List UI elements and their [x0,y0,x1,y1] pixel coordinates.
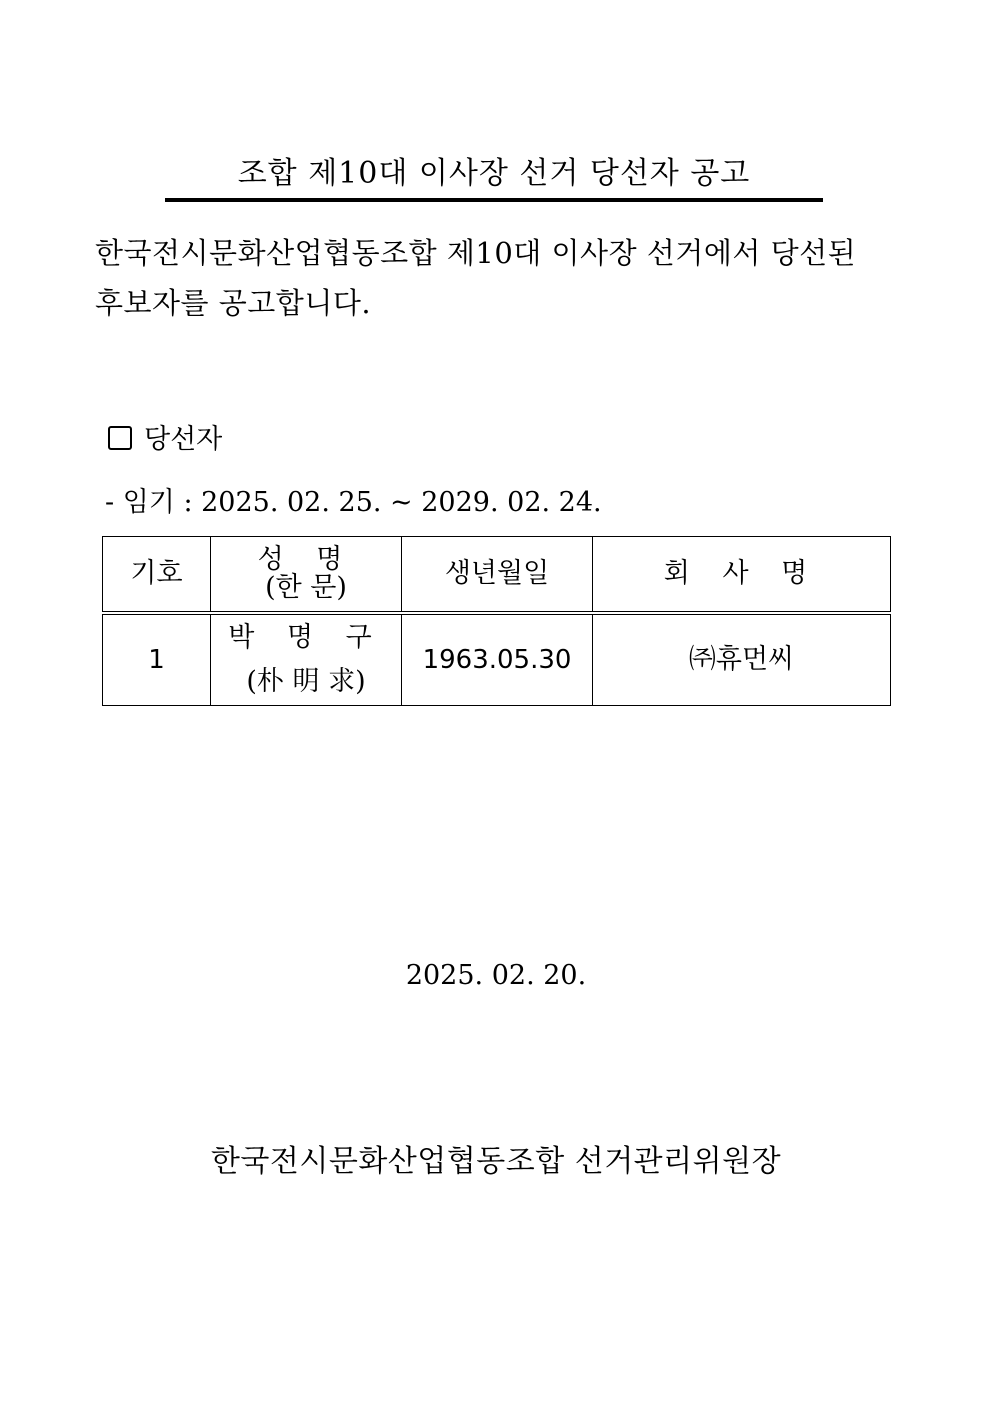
header-company: 회 사 명 [593,537,891,614]
cell-birthdate: 1963.05.30 [402,613,593,706]
header-birthdate: 생년월일 [402,537,593,614]
intro-line: 한국전시문화산업협동조합 제10대 이사장 선거에서 당선된 [95,236,857,270]
section-heading [108,420,222,460]
intro-line: 후보자를 공고합니다. [95,286,372,320]
term-of-office: - 임기 : 2025. 02. 25. ~ 2029. 02. 24. [105,487,602,518]
intro-paragraph [95,228,915,328]
square-bullet-icon [108,426,132,450]
cell-name-korean: 박 명 구 [228,622,384,653]
document-title: 조합 제10대 이사장 선거 당선자 공고 [165,150,823,202]
header-number: 기호 [103,537,211,614]
section-heading-label: 당선자 [144,424,223,455]
announcement-date: 2025. 02. 20. [405,960,587,991]
cell-name-hanja: (朴 明 求) [246,666,366,697]
winners-table [102,536,891,706]
header-name-sub: (한 문) [265,572,347,603]
cell-company: ㈜휴먼씨 [593,613,891,706]
header-name [211,537,402,614]
cell-name [211,613,402,706]
table-header-row [103,537,891,614]
cell-number: 1 [103,613,211,706]
issuer: 한국전시문화산업협동조합 선거관리위원장 [210,1144,782,1179]
header-name-label: 성 명 [257,544,355,575]
table-row [103,613,891,706]
